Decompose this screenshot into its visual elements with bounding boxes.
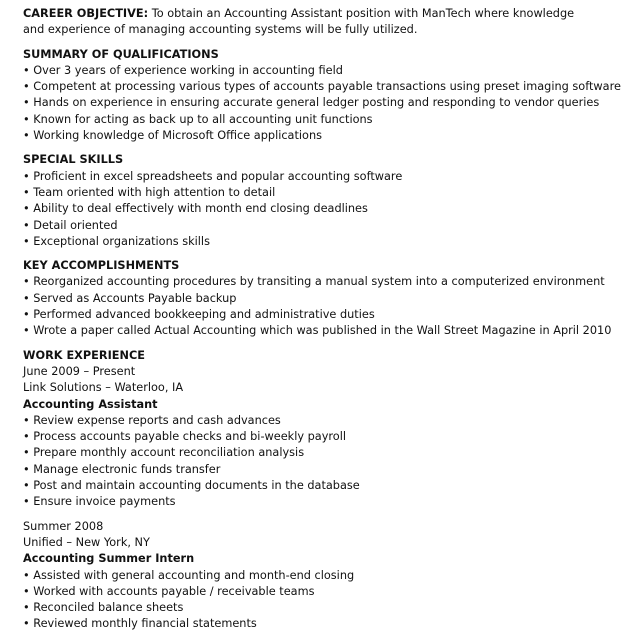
job-company: Link Solutions – Waterloo, IA: [23, 381, 184, 395]
career-objective: [23, 6, 583, 39]
list-item: • Ensure invoice payments: [23, 494, 621, 510]
list-item: • Team oriented with high attention to detail: [23, 185, 621, 201]
list-item: • Performed advanced bookkeeping and administrative duties: [23, 307, 621, 323]
list-item: • Wrote a paper called Actual Accounting which was published in the Wall Street Magazine in April 2010: [23, 323, 621, 339]
list-item: • Assisted with general accounting and month-end closing: [23, 568, 621, 584]
list-item: • Proficient in excel spreadsheets and popular accounting software: [23, 169, 621, 185]
job-dates: Summer 2008: [23, 519, 104, 533]
list-item: • Competent at processing various types of accounts payable transactions using preset imaging software: [23, 79, 621, 95]
list-item: • Exceptional organizations skills: [23, 234, 621, 250]
job-entry: [23, 519, 621, 633]
summary-heading: SUMMARY OF QUALIFICATIONS: [23, 47, 219, 61]
list-item: • Ability to deal effectively with month end closing deadlines: [23, 201, 621, 217]
list-item: • Post and maintain accounting documents in the database: [23, 478, 621, 494]
job-title: Accounting Summer Intern: [23, 552, 195, 566]
list-item: • Manage electronic funds transfer: [23, 462, 621, 478]
list-item: • Reorganized accounting procedures by transiting a manual system into a computerized environment: [23, 274, 621, 290]
skills-heading: SPECIAL SKILLS: [23, 153, 124, 167]
job-entry: [23, 364, 621, 511]
accomplishments-heading: KEY ACCOMPLISHMENTS: [23, 259, 180, 273]
list-item: • Detail oriented: [23, 218, 621, 234]
list-item: • Worked with accounts payable / receivable teams: [23, 584, 621, 600]
objective-text: To obtain an Accounting Assistant position with ManTech where knowledge and experience of managing accounting systems will be fully utilized.: [23, 7, 575, 37]
list-item: • Hands on experience in ensuring accurate general ledger posting and responding to vendor queries: [23, 95, 621, 111]
experience-section: [23, 348, 621, 633]
list-item: • Reviewed monthly financial statements: [23, 616, 621, 632]
job-title: Accounting Assistant: [23, 397, 158, 411]
experience-heading: WORK EXPERIENCE: [23, 348, 145, 362]
list-item: • Working knowledge of Microsoft Office applications: [23, 128, 621, 144]
objective-label: CAREER OBJECTIVE:: [23, 7, 149, 20]
job-company: Unified – New York, NY: [23, 535, 150, 549]
list-item: • Over 3 years of experience working in accounting field: [23, 63, 621, 79]
list-item: • Process accounts payable checks and bi-weekly payroll: [23, 429, 621, 445]
list-item: • Prepare monthly account reconciliation analysis: [23, 445, 621, 461]
summary-section: [23, 47, 621, 145]
list-item: • Known for acting as back up to all accounting unit functions: [23, 112, 621, 128]
job-dates: June 2009 – Present: [23, 364, 136, 378]
list-item: • Reconciled balance sheets: [23, 600, 621, 616]
list-item: • Served as Accounts Payable backup: [23, 291, 621, 307]
accomplishments-section: [23, 258, 621, 339]
skills-section: [23, 152, 621, 250]
list-item: • Review expense reports and cash advances: [23, 413, 621, 429]
